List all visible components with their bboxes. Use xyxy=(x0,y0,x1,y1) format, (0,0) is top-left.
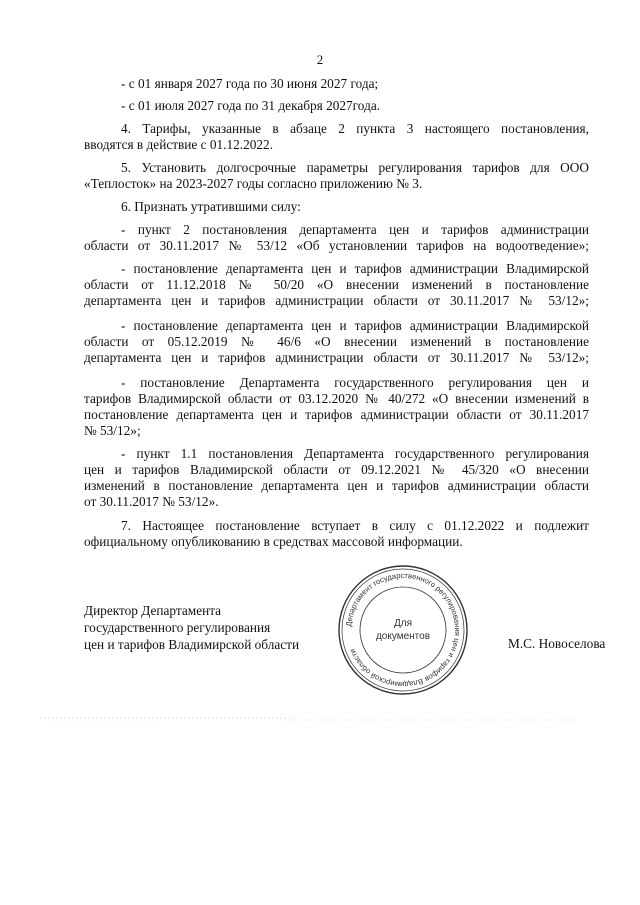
stamp-center-line-2: документов xyxy=(375,631,431,642)
text-line: - с 01 января 2027 года по 30 июня 2027 года; xyxy=(121,76,379,91)
text-line: от 30.11.2017 № 53/12». xyxy=(84,494,219,509)
text-line: 6. Признать утратившими силу: xyxy=(121,199,301,214)
page-number: 2 xyxy=(316,52,324,67)
signatory-title-line-3: цен и тарифов Владимирской области xyxy=(84,637,300,652)
text-line: - с 01 июля 2027 года по 31 декабря 2027года. xyxy=(121,98,381,113)
scan-artifact-dots xyxy=(40,714,600,726)
text-line: области от 30.11.2017 № 53/12 «Об установлении тарифов на водоотведение»; xyxy=(84,238,589,253)
text-line: области от 11.12.2018 № 50/20 «О внесении изменений в постановление xyxy=(84,277,589,292)
text-line: - пункт 1.1 постановления Департамента государственного регулирования xyxy=(121,446,589,461)
text-line: 5. Установить долгосрочные параметры регулирования тарифов для ООО xyxy=(121,160,589,175)
text-line: департамента цен и тарифов администрации области от 30.11.2017 № 53/12»; xyxy=(84,350,589,365)
text-line: 7. Настоящее постановление вступает в силу с 01.12.2022 и подлежит xyxy=(121,518,589,533)
text-line: - пункт 2 постановления департамента цен и тарифов администрации xyxy=(121,222,589,237)
text-line: «Теплосток» на 2023-2027 годы согласно приложению № 3. xyxy=(84,176,423,191)
text-line: тарифов Владимирской области от 03.12.2020 № 40/272 «О внесении изменений в xyxy=(84,391,589,406)
text-line: - постановление Департамента государственного регулирования цен и xyxy=(121,375,589,390)
signatory-name: М.С. Новоселова xyxy=(508,636,606,651)
signatory-title-line-2: государственного регулирования xyxy=(84,620,271,635)
text-line: постановление департамента цен и тарифов администрации области от 30.11.2017 xyxy=(84,407,589,422)
text-line: официальному опубликованию в средствах массовой информации. xyxy=(84,534,463,549)
text-line: вводятся в действие с 01.12.2022. xyxy=(84,137,274,152)
text-line: 4. Тарифы, указанные в абзаце 2 пункта 3 настоящего постановления, xyxy=(121,121,589,136)
signatory-title-line-1: Директор Департамента xyxy=(84,603,222,618)
text-line: цен и тарифов Владимирской области от 09.12.2021 № 45/320 «О внесении xyxy=(84,462,589,477)
text-line: - постановление департамента цен и тарифов администрации Владимирской xyxy=(121,318,589,333)
text-line: изменений в постановление департамента цен и тарифов администрации области xyxy=(84,478,589,493)
text-line: области от 05.12.2019 № 46/6 «О внесении изменений в постановление xyxy=(84,334,589,349)
text-line: департамента цен и тарифов администрации области от 30.11.2017 № 53/12»; xyxy=(84,293,589,308)
stamp-ring-text: Департамент государственного регулирования цен и тарифов Владимирской области xyxy=(344,570,463,690)
official-stamp xyxy=(336,563,470,697)
text-line: - постановление департамента цен и тарифов администрации Владимирской xyxy=(121,261,589,276)
stamp-center-line-1: Для xyxy=(393,618,413,629)
text-line: № 53/12»; xyxy=(84,423,141,438)
